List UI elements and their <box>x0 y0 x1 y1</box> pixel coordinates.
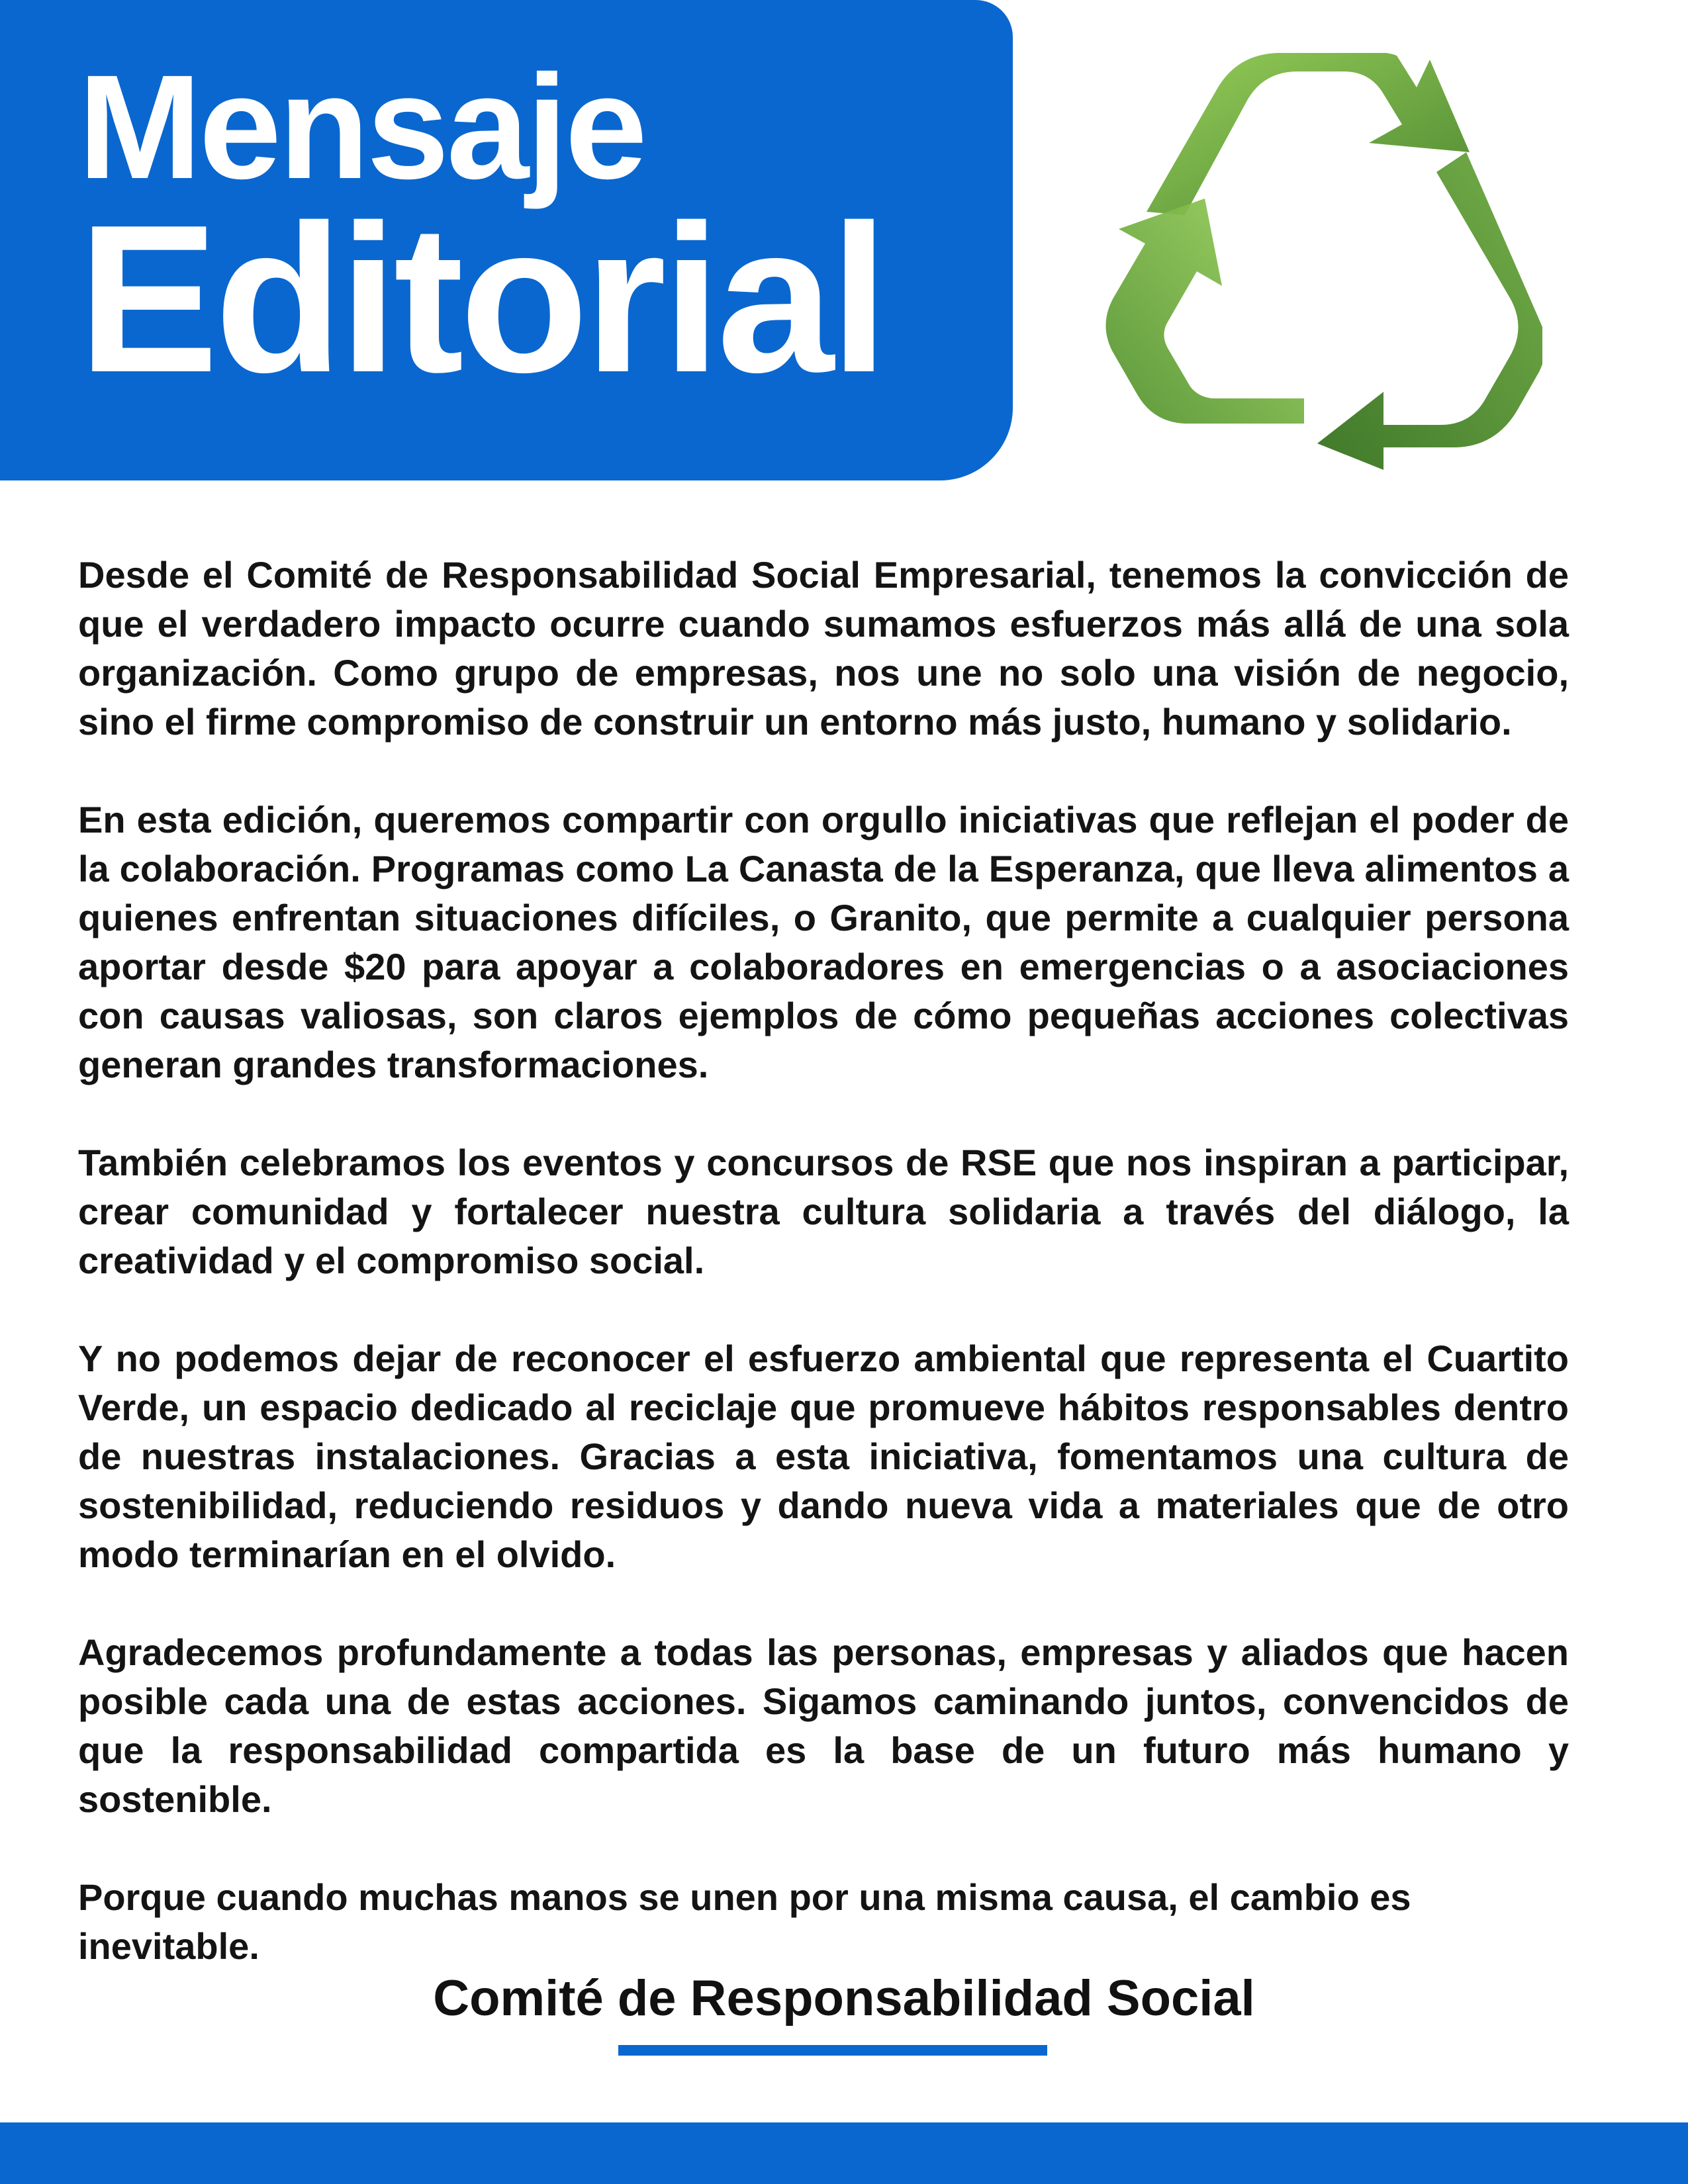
editorial-body <box>78 551 1569 1971</box>
title-line-mensaje: Mensaje <box>78 44 645 210</box>
recycle-arrow-top <box>1147 53 1470 215</box>
paragraph-5: Agradecemos profundamente a todas las personas, empresas y aliados que hacen posible cada una de estas acciones. Sigamos caminando juntos, convencidos de que la responsabilidad compartida es la base de un futuro más humano y sostenible. <box>78 1631 1569 1820</box>
paragraph-4: Y no podemos dejar de reconocer el esfuerzo ambiental que representa el Cuartito Verde, un espacio dedicado al reciclaje que promueve hábitos responsables dentro de nuestras instalaciones. Gracias a esta iniciativa, fomentamos una cultura de sostenibilidad, reduciendo residuos y dando nueva vida a materiales que de otro modo terminarían en el olvido. <box>78 1338 1569 1575</box>
recycle-icon <box>1105 53 1542 470</box>
signature-underline <box>618 2045 1047 2056</box>
signature: Comité de Responsabilidad Social <box>433 1970 1255 2026</box>
recycle-arrow-right <box>1317 152 1542 470</box>
footer-bar <box>0 2122 1688 2184</box>
title-banner <box>0 0 1013 480</box>
recycle-arrow-left <box>1105 199 1304 424</box>
title-line-editorial: Editorial <box>78 181 885 416</box>
paragraph-closing: Porque cuando muchas manos se unen por una misma causa, el cambio es inevitable. <box>78 1876 1411 1967</box>
paragraph-3: También celebramos los eventos y concursos de RSE que nos inspiran a participar, crear comunidad y fortalecer nuestra cultura solidaria a través del diálogo, la creatividad y el compromiso social. <box>78 1142 1569 1281</box>
paragraph-1: Desde el Comité de Responsabilidad Social Empresarial, tenemos la convicción de que el verdadero impacto ocurre cuando sumamos esfuerzos más allá de una sola organización. Como grupo de empresas, nos une no solo una visión de negocio, sino el firme compromiso de construir un entorno más justo, humano y solidario. <box>78 554 1569 743</box>
paragraph-2: En esta edición, queremos compartir con orgullo iniciativas que reflejan el poder de la colaboración. Programas como La Canasta de la Esperanza, que lleva alimentos a quienes enfrentan situaciones difíciles, o Granito, que permite a cualquier persona aportar desde $20 para apoyar a colaboradores en emergencias o a asociaciones con causas valiosas, son claros ejemplos de cómo pequeñas acciones colectivas generan grandes transformaciones. <box>78 799 1569 1085</box>
